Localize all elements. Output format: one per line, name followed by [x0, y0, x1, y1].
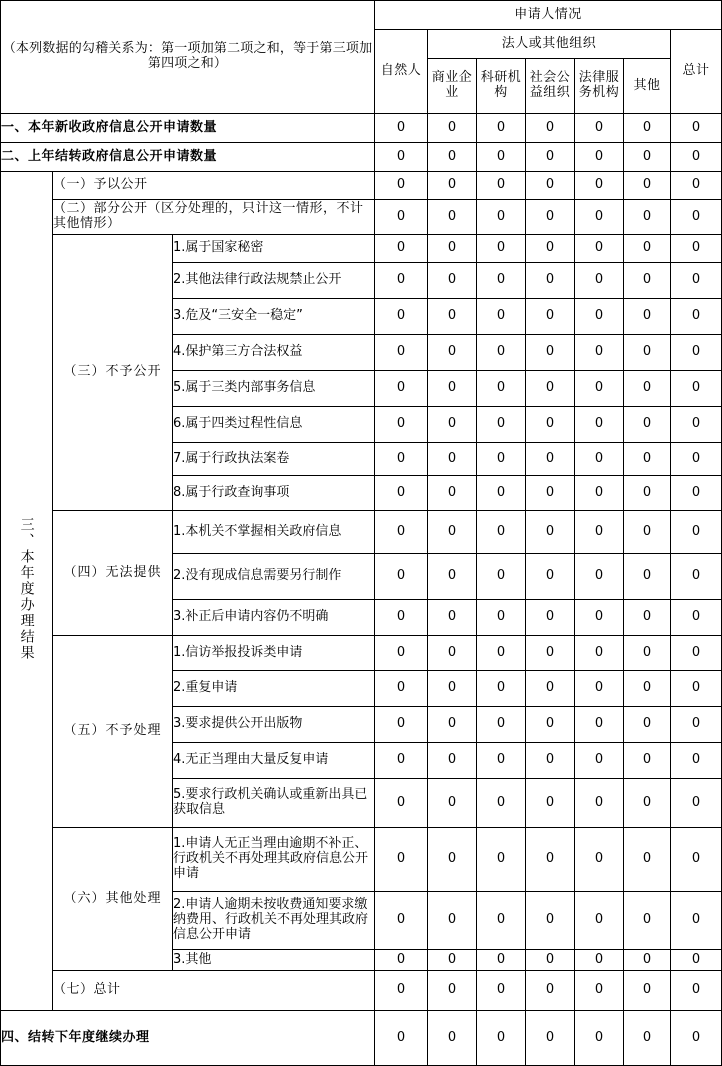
cell: 0 [671, 143, 722, 172]
cell: 0 [575, 636, 624, 671]
cell: 0 [428, 511, 477, 554]
cell: 0 [428, 971, 477, 1011]
cell: 0 [575, 235, 624, 263]
cell: 0 [477, 172, 526, 200]
cell: 0 [477, 636, 526, 671]
cell: 0 [526, 636, 575, 671]
cell: 0 [526, 600, 575, 636]
cell: 0 [624, 200, 671, 235]
cell: 0 [575, 200, 624, 235]
cell: 0 [477, 950, 526, 971]
cell: 0 [624, 511, 671, 554]
row-label-item: 1.申请人无正当理由逾期不补正、行政机关不再处理其政府信息公开申请 [173, 828, 375, 892]
cell: 0 [575, 114, 624, 143]
row-label-section-4: 四、结转下年度继续办理 [1, 1011, 375, 1066]
cell: 0 [428, 143, 477, 172]
cell: 0 [428, 335, 477, 371]
row-label-group-3: （三）不予公开 [53, 235, 173, 511]
table-row [1, 143, 722, 172]
cell: 0 [477, 892, 526, 950]
cell: 0 [624, 554, 671, 600]
cell: 0 [526, 299, 575, 335]
cell: 0 [375, 172, 428, 200]
cell: 0 [428, 172, 477, 200]
cell: 0 [526, 335, 575, 371]
cell: 0 [671, 554, 722, 600]
cell: 0 [671, 971, 722, 1011]
cell: 0 [575, 554, 624, 600]
cell: 0 [375, 299, 428, 335]
cell: 0 [375, 443, 428, 476]
table-title-note: （本列数据的勾稽关系为：第一项加第二项之和，等于第三项加第四项之和） [1, 1, 375, 114]
cell: 0 [477, 476, 526, 511]
cell: 0 [526, 554, 575, 600]
cell: 0 [428, 476, 477, 511]
cell: 0 [575, 371, 624, 407]
cell: 0 [526, 235, 575, 263]
cell: 0 [526, 743, 575, 779]
cell: 0 [575, 743, 624, 779]
cell: 0 [624, 1011, 671, 1066]
row-label-item: 4.无正当理由大量反复申请 [173, 743, 375, 779]
cell: 0 [375, 200, 428, 235]
cell: 0 [671, 200, 722, 235]
cell: 0 [375, 263, 428, 299]
row-label-item: 3.要求提供公开出版物 [173, 707, 375, 743]
cell: 0 [624, 443, 671, 476]
cell: 0 [624, 600, 671, 636]
cell: 0 [671, 299, 722, 335]
cell: 0 [375, 335, 428, 371]
cell: 0 [624, 235, 671, 263]
row-label-item: 3.其他 [173, 950, 375, 971]
cell: 0 [575, 779, 624, 828]
row-label-item: 1.本机关不掌握相关政府信息 [173, 511, 375, 554]
cell: 0 [428, 554, 477, 600]
row-label-group-7: （七）总计 [53, 971, 375, 1011]
table-row [1, 235, 722, 263]
cell: 0 [477, 235, 526, 263]
cell: 0 [671, 407, 722, 443]
header-commercial-enterprise: 商业企业 [428, 59, 477, 114]
cell: 0 [375, 828, 428, 892]
cell: 0 [375, 407, 428, 443]
cell: 0 [624, 671, 671, 707]
table-row [1, 636, 722, 671]
row-label-item: 7.属于行政执法案卷 [173, 443, 375, 476]
table-row [1, 1011, 722, 1066]
header-applicant-group: 申请人情况 [375, 1, 722, 30]
cell: 0 [526, 671, 575, 707]
cell: 0 [526, 443, 575, 476]
cell: 0 [575, 143, 624, 172]
cell: 0 [671, 511, 722, 554]
cell: 0 [671, 892, 722, 950]
cell: 0 [671, 600, 722, 636]
cell: 0 [575, 299, 624, 335]
cell: 0 [575, 407, 624, 443]
row-label-item: 2.重复申请 [173, 671, 375, 707]
cell: 0 [575, 892, 624, 950]
header-legal-service-org: 法律服务机构 [575, 59, 624, 114]
row-label-group-6: （六）其他处理 [53, 828, 173, 971]
cell: 0 [428, 443, 477, 476]
cell: 0 [575, 172, 624, 200]
cell: 0 [526, 407, 575, 443]
cell: 0 [624, 743, 671, 779]
cell: 0 [526, 371, 575, 407]
cell: 0 [526, 892, 575, 950]
cell: 0 [624, 828, 671, 892]
cell: 0 [477, 143, 526, 172]
header-natural-person: 自然人 [375, 30, 428, 114]
cell: 0 [624, 114, 671, 143]
cell: 0 [671, 476, 722, 511]
cell: 0 [477, 263, 526, 299]
cell: 0 [624, 143, 671, 172]
cell: 0 [575, 971, 624, 1011]
row-label-section-1: 一、本年新收政府信息公开申请数量 [1, 114, 375, 143]
cell: 0 [624, 971, 671, 1011]
row-label-section-3-text: 三、本年度办理结果 [18, 516, 35, 661]
cell: 0 [575, 335, 624, 371]
row-label-group-2: （二）部分公开（区分处理的，只计这一情形，不计其他情形） [53, 200, 375, 235]
cell: 0 [575, 707, 624, 743]
cell: 0 [671, 636, 722, 671]
cell: 0 [526, 172, 575, 200]
cell: 0 [477, 371, 526, 407]
cell: 0 [624, 779, 671, 828]
row-label-group-1: （一）予以公开 [53, 172, 375, 200]
cell: 0 [428, 707, 477, 743]
cell: 0 [428, 371, 477, 407]
row-label-item: 2.申请人逾期未按收费通知要求缴纳费用、行政机关不再处理其政府信息公开申请 [173, 892, 375, 950]
cell: 0 [375, 707, 428, 743]
cell: 0 [624, 476, 671, 511]
cell: 0 [526, 511, 575, 554]
cell: 0 [526, 200, 575, 235]
cell: 0 [375, 143, 428, 172]
cell: 0 [375, 892, 428, 950]
cell: 0 [526, 971, 575, 1011]
cell: 0 [428, 600, 477, 636]
cell: 0 [477, 511, 526, 554]
row-label-section-2: 二、上年结转政府信息公开申请数量 [1, 143, 375, 172]
row-label-item: 3.补正后申请内容仍不明确 [173, 600, 375, 636]
header-total: 总计 [671, 30, 722, 114]
cell: 0 [671, 335, 722, 371]
cell: 0 [526, 143, 575, 172]
cell: 0 [671, 371, 722, 407]
cell: 0 [671, 1011, 722, 1066]
cell: 0 [477, 1011, 526, 1066]
cell: 0 [428, 743, 477, 779]
cell: 0 [375, 671, 428, 707]
table-row [1, 200, 722, 235]
cell: 0 [428, 1011, 477, 1066]
row-label-group-4: （四）无法提供 [53, 511, 173, 636]
row-label-item: 2.没有现成信息需要另行制作 [173, 554, 375, 600]
cell: 0 [428, 828, 477, 892]
row-label-section-3 [1, 172, 53, 1011]
cell: 0 [477, 299, 526, 335]
cell: 0 [526, 114, 575, 143]
cell: 0 [526, 779, 575, 828]
row-label-item: 5.要求行政机关确认或重新出具已获取信息 [173, 779, 375, 828]
cell: 0 [575, 511, 624, 554]
cell: 0 [671, 114, 722, 143]
cell: 0 [671, 172, 722, 200]
cell: 0 [477, 707, 526, 743]
cell: 0 [477, 407, 526, 443]
row-label-item: 1.属于国家秘密 [173, 235, 375, 263]
cell: 0 [477, 200, 526, 235]
cell: 0 [671, 671, 722, 707]
cell: 0 [477, 335, 526, 371]
cell: 0 [526, 950, 575, 971]
cell: 0 [624, 299, 671, 335]
row-label-group-5: （五）不予处理 [53, 636, 173, 828]
cell: 0 [624, 636, 671, 671]
cell: 0 [671, 743, 722, 779]
cell: 0 [428, 200, 477, 235]
cell: 0 [477, 114, 526, 143]
cell: 0 [526, 1011, 575, 1066]
cell: 0 [375, 371, 428, 407]
cell: 0 [477, 743, 526, 779]
cell: 0 [375, 235, 428, 263]
header-legal-or-other-org: 法人或其他组织 [428, 30, 671, 59]
cell: 0 [375, 950, 428, 971]
row-label-item: 2.其他法律行政法规禁止公开 [173, 263, 375, 299]
cell: 0 [575, 600, 624, 636]
row-label-item: 3.危及“三安全一稳定” [173, 299, 375, 335]
cell: 0 [477, 971, 526, 1011]
cell: 0 [526, 707, 575, 743]
cell: 0 [526, 828, 575, 892]
cell: 0 [428, 671, 477, 707]
cell: 0 [428, 299, 477, 335]
cell: 0 [671, 950, 722, 971]
table-row [1, 971, 722, 1011]
cell: 0 [624, 335, 671, 371]
cell: 0 [428, 407, 477, 443]
cell: 0 [624, 172, 671, 200]
cell: 0 [575, 671, 624, 707]
row-label-item: 1.信访举报投诉类申请 [173, 636, 375, 671]
cell: 0 [428, 950, 477, 971]
cell: 0 [375, 971, 428, 1011]
table-row [1, 172, 722, 200]
cell: 0 [477, 779, 526, 828]
cell: 0 [575, 263, 624, 299]
row-label-item: 4.保护第三方合法权益 [173, 335, 375, 371]
cell: 0 [671, 443, 722, 476]
row-label-item: 6.属于四类过程性信息 [173, 407, 375, 443]
cell: 0 [375, 600, 428, 636]
cell: 0 [671, 779, 722, 828]
row-label-item: 5.属于三类内部事务信息 [173, 371, 375, 407]
cell: 0 [428, 235, 477, 263]
cell: 0 [477, 600, 526, 636]
table-row [1, 511, 722, 554]
cell: 0 [375, 636, 428, 671]
cell: 0 [375, 743, 428, 779]
cell: 0 [375, 779, 428, 828]
cell: 0 [428, 636, 477, 671]
cell: 0 [477, 828, 526, 892]
row-label-item: 8.属于行政查询事项 [173, 476, 375, 511]
cell: 0 [624, 707, 671, 743]
cell: 0 [477, 554, 526, 600]
cell: 0 [575, 950, 624, 971]
cell: 0 [624, 950, 671, 971]
cell: 0 [428, 892, 477, 950]
cell: 0 [575, 443, 624, 476]
cell: 0 [375, 511, 428, 554]
cell: 0 [671, 707, 722, 743]
cell: 0 [428, 779, 477, 828]
cell: 0 [671, 828, 722, 892]
cell: 0 [575, 828, 624, 892]
cell: 0 [477, 671, 526, 707]
cell: 0 [624, 892, 671, 950]
table-row [1, 114, 722, 143]
cell: 0 [526, 263, 575, 299]
cell: 0 [477, 443, 526, 476]
header-other: 其他 [624, 59, 671, 114]
cell: 0 [624, 407, 671, 443]
cell: 0 [575, 476, 624, 511]
header-research-institution: 科研机构 [477, 59, 526, 114]
cell: 0 [428, 114, 477, 143]
cell: 0 [375, 476, 428, 511]
cell: 0 [526, 476, 575, 511]
header-row-1 [1, 1, 722, 30]
cell: 0 [575, 1011, 624, 1066]
cell: 0 [624, 371, 671, 407]
cell: 0 [375, 554, 428, 600]
table-row [1, 828, 722, 892]
cell: 0 [375, 114, 428, 143]
header-social-welfare-org: 社会公益组织 [526, 59, 575, 114]
cell: 0 [624, 263, 671, 299]
cell: 0 [671, 263, 722, 299]
cell: 0 [375, 1011, 428, 1066]
cell: 0 [428, 263, 477, 299]
cell: 0 [671, 235, 722, 263]
